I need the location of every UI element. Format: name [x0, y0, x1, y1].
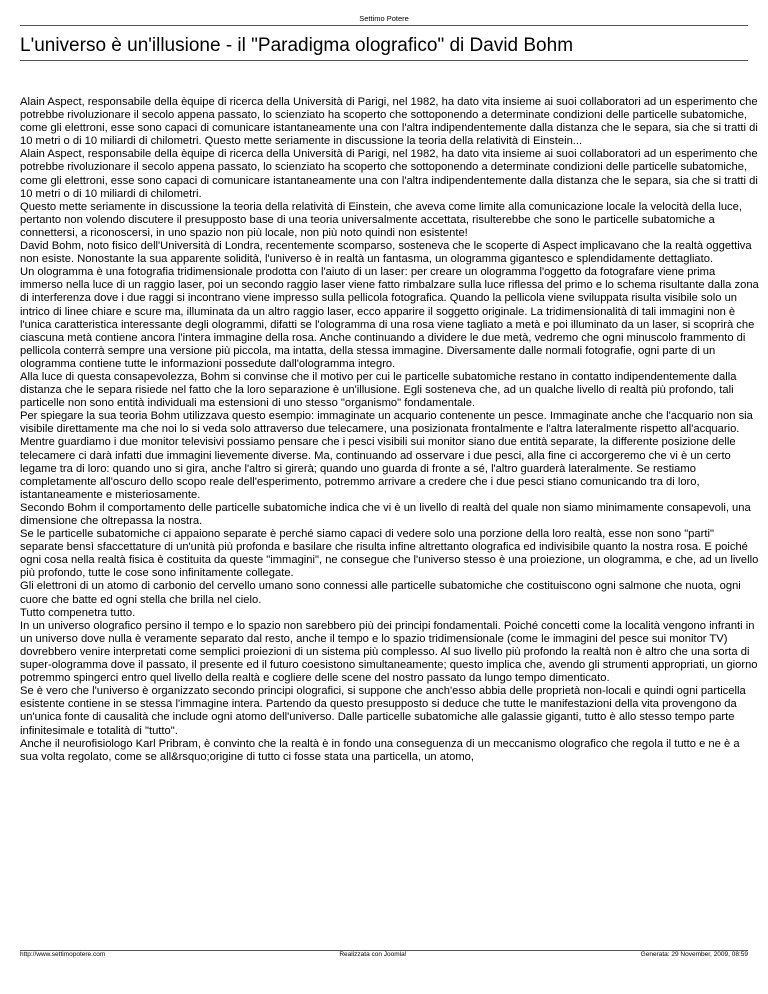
- paragraph: Secondo Bohm il comportamento delle particelle subatomiche indica che vi è un livello di realtà del quale non siamo minimamente consapevoli, una dimensione che oltrepassa la nostra.: [20, 501, 751, 527]
- paragraph: Se è vero che l'universo è organizzato secondo principi olografici, si suppone che anch'esso abbia delle proprietà non-locali e quindi ogni particella esistente contiene in se stessa l'immagine intera. Partendo da questo presupposto si deduce che tutte le manifestazioni della vita provengono da un'unica fonte di causalità che include ogni atomo dell'universo. Dalle particelle subatomiche alle galassie giganti, tutto è allo stesso tempo parte infinitesimale e totalità di "tutto".: [20, 685, 746, 737]
- paragraph: Alain Aspect, responsabile della èquipe di ricerca della Università di Parigi, nel 1982, ha dato vita insieme ai suoi collaboratori ad un esperimento che potrebbe rivoluzionare il secolo appena passato, lo scienziato ha scoperto che sottoponendo a determinate condizioni delle particelle subatomiche, come gli elettroni, esse sono capaci di comunicare istantaneamente una con l'altra indipendentemente dalla distanza che le separa, sia che si tratti di 10 metri o di 10 miliardi di chilometri. Questo mette seriamente in discussione la teoria della relatività di Einstein...: [20, 96, 758, 148]
- article-title: L'universo è un'illusione - il "Paradigma olografico" di David Bohm: [20, 35, 574, 56]
- site-name: Settimo Potere: [359, 14, 409, 23]
- paragraph: Alain Aspect, responsabile della èquipe di ricerca della Università di Parigi, nel 1982, ha dato vita insieme ai suoi collaboratori ad un esperimento che potrebbe rivoluzionare il secolo appena passato, lo scienziato ha scoperto che sottoponendo a determinate condizioni delle particelle subatomiche, come gli elettroni, esse sono capaci di comunicare istantaneamente una con l'altra indipendentemente dalla distanza che le separa, sia che si tratti di 10 metri o di 10 miliardi di chilometri.: [20, 148, 758, 200]
- header-divider: [20, 25, 748, 26]
- paragraph: Tutto compenetra tutto.: [20, 606, 136, 619]
- title-divider: [20, 60, 748, 61]
- paragraph: Se le particelle subatomiche ci appaiono separate è perché siamo capaci di vedere solo una porzione della loro realtà, esse non sono "parti" separate bensì sfaccettature di un'unità più profonda e basilare che risulta infine altrettanto olografica ed indivisibile quanto la nostra rosa. E poiché ogni cosa nella realtà fisica è costituita da queste "immagini", ne consegue che l'universo stesso è una proiezione, un ologramma, e che, ad un livello più profondo, tutte le cose sono infinitamente collegate.: [20, 528, 759, 580]
- paragraph: Anche il neurofisiologo Karl Pribram, è convinto che la realtà è in fondo una conseguenza di un meccanismo olografico che regola il tutto e ne è a sua volta regolato, come se all&rsquo;origine di tutto ci fosse stata una particella, un atomo,: [20, 737, 740, 763]
- footer-url-link[interactable]: http://www.settimopotere.com: [20, 951, 106, 958]
- paragraph: David Bohm, noto fisico dell'Università di Londra, recentemente scomparso, sosteneva che le scoperte di Aspect implicavano che la realtà oggettiva non esiste. Nonostante la sua apparente solidità, l'universo è in realtà un fantasma, un ologramma gigantesco e splendidamente dettagliato.: [20, 240, 752, 266]
- article-body: [20, 96, 760, 764]
- paragraph: Alla luce di questa consapevolezza, Bohm si convinse che il motivo per cui le particelle subatomiche restano in contatto indipendentemente dalla distanza che le separa risiede nel fatto che la loro separazione è un'illusione. Egli sosteneva che, ad un qualche livello di realtà più profondo, tali particelle non sono entità individuali ma estensioni di uno stesso "organismo" fondamentale.: [20, 370, 737, 410]
- paragraph: Gli elettroni di un atomo di carbonio del cervello umano sono connessi alle particelle subatomiche che costituiscono ogni salmone che nuota, ogni cuore che batte ed ogni stella che brilla nel cielo.: [20, 580, 741, 606]
- page-footer: [20, 951, 748, 958]
- footer-generated-date: Generata: 29 November, 2009, 08:59: [640, 951, 748, 958]
- paragraph: In un universo olografico persino il tempo e lo spazio non sarebbero più dei principi fondamentali. Poiché concetti come la località vengono infranti in un universo dove nulla è veramente separato dal resto, anche il tempo e lo spazio tridimensionale (come le immagini del pesce sui monitor TV) dovrebbero venire interpretati come semplici proiezioni di un sistema più complesso. Al suo livello più profondo la realtà non è altro che una sorta di super-ologramma dove il passato, il presente ed il futuro coesistono simultaneamente; questo implica che, avendo gli strumenti appropriati, un giorno potremmo spingerci entro quel livello della realtà e cogliere delle scene del nostro passato da lungo tempo dimenticato.: [20, 619, 758, 685]
- paragraph: Un ologramma è una fotografia tridimensionale prodotta con l'aiuto di un laser: per creare un ologramma l'oggetto da fotografare viene prima immerso nella luce di un raggio laser, poi un secondo raggio laser viene fatto rimbalzare sulla luce riflessa del primo e lo schema risultante dalla zona di interferenza dove i due raggi si incontrano viene impresso sulla pellicola fotografica. Quando la pellicola viene sviluppata risulta visibile solo un intrico di linee chiare e scure ma, illuminata da un altro raggio laser, ecco apparire il soggetto originale. La tridimensionalità di tali immagini non è l'unica caratteristica interessante degli ologrammi, difatti se l'ologramma di una rosa viene tagliato a metà e poi illuminato da un laser, si scoprirà che ciascuna metà contiene ancora l'intera immagine della rosa. Anche continuando a dividere le due metà, vedremo che ogni minuscolo frammento di pellicola conterrà sempre una versione più piccola, ma intatta, della stessa immagine. Diversamente dalle normali fotografie, ogni parte di un ologramma contiene tutte le informazioni possedute dall'ologramma integro.: [20, 266, 759, 370]
- paragraph: Questo mette seriamente in discussione la teoria della relatività di Einstein, che aveva come limite alla comunicazione locale la velocità della luce, pertanto non volendo discutere il presupposto base di una teoria universalmente accettata, risulterebbe che sono le particelle subatomiche a connettersi, a riconoscersi, in uno spazio non più locale, non più noto quindi non esistente!: [20, 200, 742, 239]
- paragraph: Per spiegare la sua teoria Bohm utilizzava questo esempio: immaginate un acquario contenente un pesce. Immaginate anche che l'acquario non sia visibile direttamente ma che noi lo si veda solo attraverso due telecamere, una posizionata frontalmente e l'altra lateralmente rispetto all'acquario. Mentre guardiamo i due monitor televisivi possiamo pensare che i pesci visibili sui monitor siano due entità separate, la differente posizione delle telecamere ci darà infatti due immagini lievemente diverse. Ma, continuando ad osservare i due pesci, alla fine ci accorgeremo che vi è un certo legame tra di loro: quando uno si gira, anche l'altro si girerà; quando uno guarda di fronte a sé, l'altro guarderà lateralmente. Se restiamo completamente all'oscuro dello scopo reale dell'esperimento, potremmo arrivare a credere che i due pesci stiano comunicando tra di loro, istantaneamente e misteriosamente.: [20, 410, 753, 501]
- footer-made-with: Realizzata con Joomla!: [339, 951, 407, 958]
